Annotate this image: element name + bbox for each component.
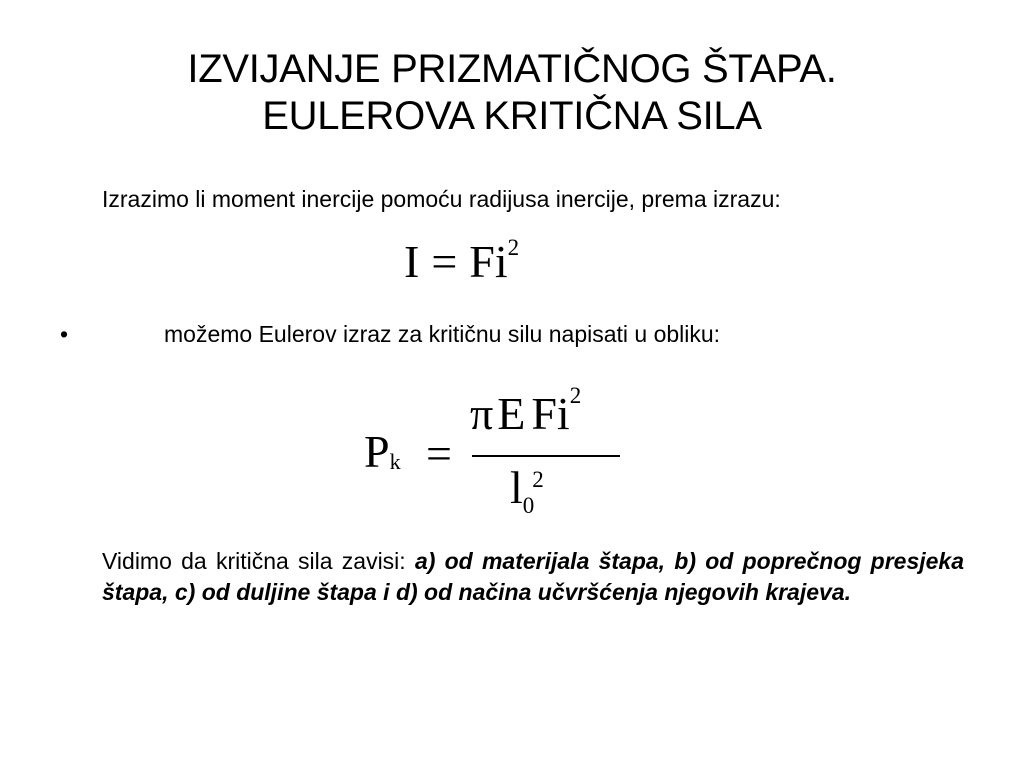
formula2-numerator [470, 382, 582, 442]
title-line-2: EULEROVA KRITIČNA SILA [262, 94, 762, 138]
conclusion-plain-text: Vidimo da kritična sila zavisi: [102, 548, 415, 574]
intro-paragraph: Izrazimo li moment inercije pomoću radijusa inercije, prema izrazu: [102, 186, 781, 212]
formula1-rhs: Fi [469, 236, 508, 287]
formula2-num-exponent: 2 [569, 382, 582, 408]
bullet-text: možemo Eulerov izraz za kritičnu silu napisati u obliku: [164, 321, 721, 347]
formula2-subscript-k: k [389, 449, 401, 474]
formula2-Fi: Fi [531, 388, 570, 439]
title-line-1: IZVIJANJE PRIZMATIČNOG ŠTAPA. [187, 47, 837, 91]
formula2-den-exponent: 2 [532, 467, 544, 492]
conclusion-paragraph [102, 546, 964, 608]
fraction-bar [472, 455, 620, 457]
conclusion-emphasis-text: a) od materijala štapa, b) od poprečnog presjeka štapa, c) od duljine štapa i d) od načina učvršćenja njegovih krajeva. [102, 548, 965, 605]
formula2-P: P [364, 426, 390, 477]
formula-euler-critical-force [360, 378, 640, 528]
formula2-E: E [497, 388, 526, 439]
formula2-den-subscript: 0 [522, 493, 535, 518]
formula2-denominator [510, 460, 544, 516]
formula-moment-of-inertia [404, 232, 519, 292]
formula1-equals: = [431, 236, 458, 287]
formula2-l: l [510, 462, 523, 513]
formula2-lhs [364, 422, 401, 482]
bullet-marker: • [60, 321, 69, 347]
slide-title [0, 46, 1024, 140]
formula1-lhs: I [404, 236, 420, 287]
formula2-pi: π [470, 388, 494, 439]
formula2-equals: = [426, 428, 452, 479]
formula1-exponent: 2 [507, 234, 520, 260]
